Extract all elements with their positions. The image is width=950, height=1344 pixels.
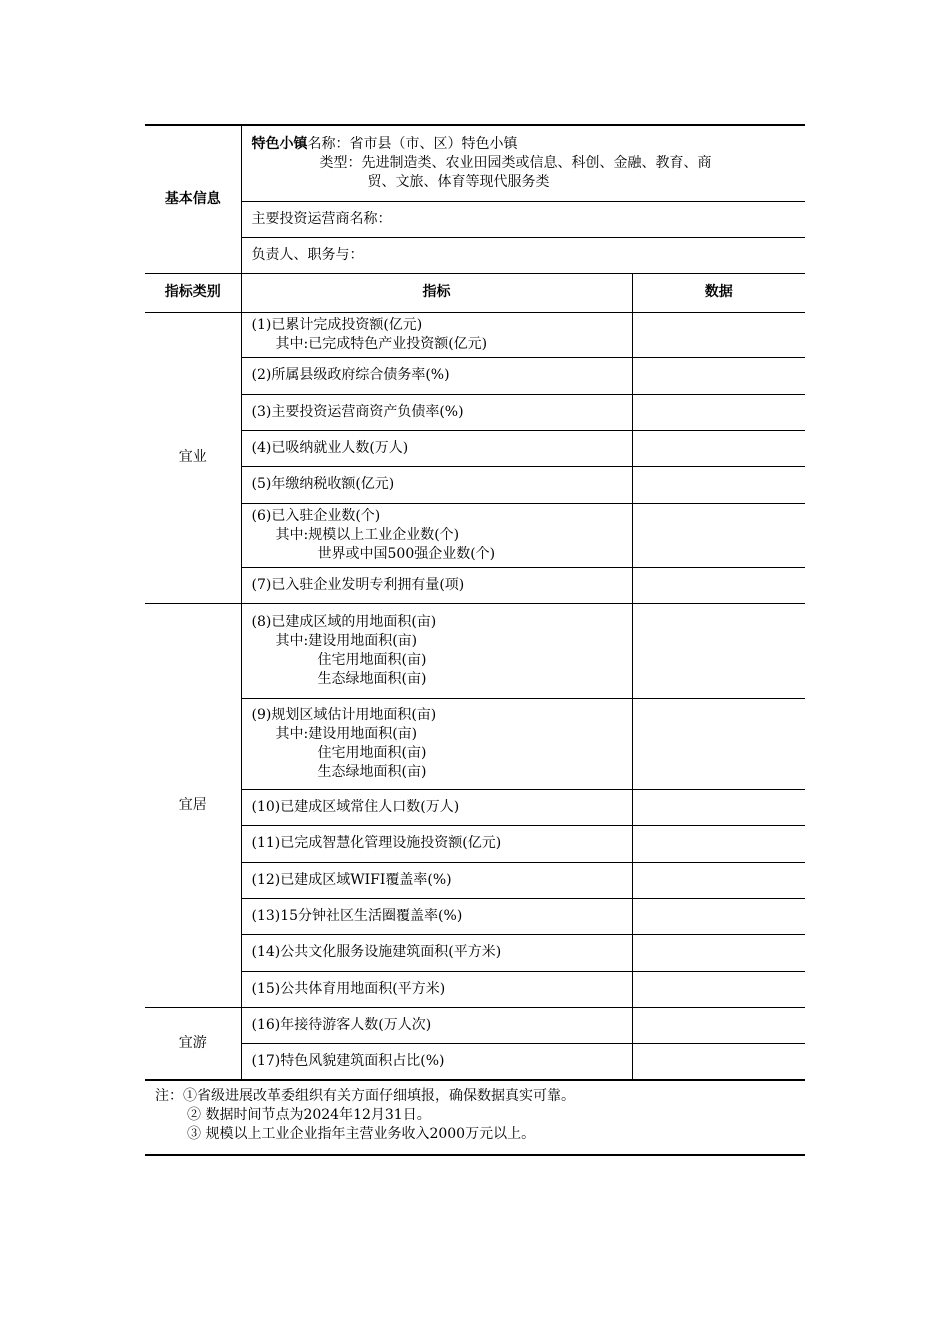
indicator-6 — [241, 503, 632, 567]
indicator-sub-line: 住宅用地面积(亩) — [317, 744, 427, 761]
footnote-3: ③ 规模以上工业企业指年主营业务收入2000万元以上。 — [187, 1125, 536, 1142]
data-cell-11[interactable] — [632, 825, 805, 862]
indicator-1 — [241, 312, 632, 357]
leader-field[interactable]: 负责人、职务与： — [241, 237, 805, 273]
data-cell-7[interactable] — [632, 567, 805, 603]
town-type-text-2: 贸、文旅、体育等现代服务类 — [367, 173, 550, 190]
data-cell-5[interactable] — [632, 466, 805, 503]
data-cell-4[interactable] — [632, 430, 805, 466]
data-cell-17[interactable] — [632, 1043, 805, 1079]
group-yiyou: 宜游 — [145, 1007, 241, 1079]
indicator-line: (9)规划区域估计用地面积(亩) — [251, 706, 437, 723]
town-label: 特色小镇 — [251, 135, 308, 152]
indicator-11: (11)已完成智慧化管理设施投资额(亿元) — [241, 825, 632, 862]
data-cell-15[interactable] — [632, 971, 805, 1007]
data-cell-8[interactable] — [632, 603, 805, 698]
indicator-15: (15)公共体育用地面积(平方米) — [241, 971, 632, 1007]
indicator-4: (4)已吸纳就业人数(万人) — [241, 430, 632, 466]
indicator-3: (3)主要投资运营商资产负债率(%) — [241, 394, 632, 430]
footnotes — [145, 1080, 805, 1156]
town-type-text-1: 类型：先进制造类、农业田园类或信息、科创、金融、教育、商 — [319, 154, 712, 171]
indicator-line: (6)已入驻企业数(个) — [251, 507, 381, 524]
group-yiju: 宜居 — [145, 603, 241, 1007]
indicator-16: (16)年接待游客人数(万人次) — [241, 1007, 632, 1043]
town-name-field[interactable] — [241, 125, 805, 201]
indicator-sub-line: 其中:建设用地面积(亩) — [275, 725, 418, 742]
header-category: 指标类别 — [145, 273, 241, 312]
indicator-line: (1)已累计完成投资额(亿元) — [251, 316, 423, 333]
group-yiye: 宜业 — [145, 312, 241, 603]
data-cell-2[interactable] — [632, 357, 805, 394]
data-cell-10[interactable] — [632, 789, 805, 825]
indicator-sub-line: 世界或中国500强企业数(个) — [317, 545, 496, 562]
footnote-2: ② 数据时间节点为2024年12月31日。 — [187, 1106, 431, 1123]
header-data: 数据 — [632, 273, 805, 312]
indicator-line: (8)已建成区域的用地面积(亩) — [251, 613, 437, 630]
indicator-sub-line: 生态绿地面积(亩) — [317, 670, 427, 687]
indicator-table — [145, 124, 805, 1080]
data-cell-12[interactable] — [632, 862, 805, 898]
indicator-sub-line: 其中:已完成特色产业投资额(亿元) — [275, 335, 488, 352]
indicator-form — [145, 124, 805, 1156]
header-indicator: 指标 — [241, 273, 632, 312]
indicator-2: (2)所属县级政府综合债务率(%) — [241, 357, 632, 394]
indicator-8 — [241, 603, 632, 698]
indicator-13: (13)15分钟社区生活圈覆盖率(%) — [241, 898, 632, 934]
indicator-sub-line: 其中:规模以上工业企业数(个) — [275, 526, 460, 543]
investor-name-field[interactable]: 主要投资运营商名称： — [241, 201, 805, 237]
indicator-sub-line: 生态绿地面积(亩) — [317, 763, 427, 780]
data-cell-14[interactable] — [632, 934, 805, 971]
indicator-7: (7)已入驻企业发明专利拥有量(项) — [241, 567, 632, 603]
indicator-14: (14)公共文化服务设施建筑面积(平方米) — [241, 934, 632, 971]
data-cell-6[interactable] — [632, 503, 805, 567]
data-cell-16[interactable] — [632, 1007, 805, 1043]
data-cell-9[interactable] — [632, 698, 805, 789]
indicator-sub-line: 其中:建设用地面积(亩) — [275, 632, 418, 649]
data-cell-3[interactable] — [632, 394, 805, 430]
indicator-10: (10)已建成区域常住人口数(万人) — [241, 789, 632, 825]
basic-info-category: 基本信息 — [145, 125, 241, 273]
indicator-9 — [241, 698, 632, 789]
data-cell-13[interactable] — [632, 898, 805, 934]
indicator-12: (12)已建成区域WIFI覆盖率(%) — [241, 862, 632, 898]
indicator-sub-line: 住宅用地面积(亩) — [317, 651, 427, 668]
footnote-1: 注：①省级进展改革委组织有关方面仔细填报，确保数据真实可靠。 — [155, 1087, 575, 1104]
data-cell-1[interactable] — [632, 312, 805, 357]
indicator-17: (17)特色风貌建筑面积占比(%) — [241, 1043, 632, 1079]
indicator-5: (5)年缴纳税收额(亿元) — [241, 466, 632, 503]
town-name-text: 名称：省市县（市、区）特色小镇 — [307, 135, 518, 152]
